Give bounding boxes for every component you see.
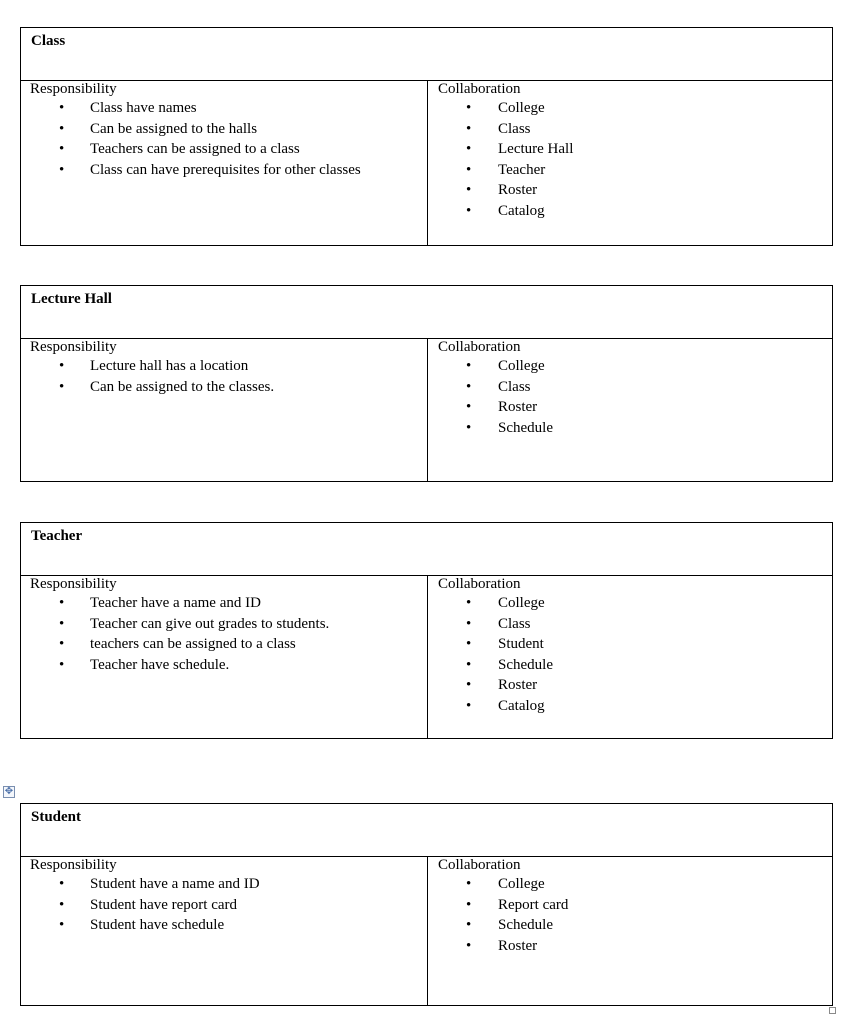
card-header [21, 28, 832, 81]
resize-handle-icon[interactable] [829, 1007, 836, 1014]
bullet-icon: • [466, 615, 472, 632]
card-body [21, 339, 832, 481]
crc-card-lecture-hall [20, 285, 833, 482]
collaboration-item: • Roster [438, 397, 832, 418]
collaboration-item: • Schedule [438, 915, 832, 936]
collaboration-column [428, 857, 832, 1005]
card-header [21, 523, 832, 576]
bullet-icon: • [466, 636, 472, 653]
responsibility-item: • Teacher have a name and ID [30, 593, 427, 614]
move-arrows-icon[interactable]: ✥ [4, 786, 14, 797]
bullet-icon: • [59, 656, 65, 673]
card-body [21, 576, 832, 738]
collaboration-item: • Student [438, 634, 832, 655]
collaboration-list [438, 98, 832, 222]
collaboration-column [428, 339, 832, 481]
card-title: Class [31, 33, 66, 49]
crc-card-class [20, 27, 833, 246]
responsibility-item: • Can be assigned to the classes. [30, 377, 427, 398]
collaboration-column [428, 81, 832, 245]
responsibility-column [21, 81, 428, 245]
collaboration-item: • Class [438, 119, 832, 140]
bullet-icon: • [466, 358, 472, 374]
collaboration-item: • College [438, 98, 832, 119]
responsibility-item: • Student have schedule [30, 915, 427, 936]
bullet-icon: • [466, 161, 472, 178]
responsibility-item: • Student have a name and ID [30, 874, 427, 895]
collaboration-item: • Catalog [438, 696, 832, 717]
bullet-icon: • [466, 697, 472, 714]
responsibility-column [21, 339, 428, 481]
card-title: Teacher [31, 528, 83, 544]
bullet-icon: • [59, 595, 65, 611]
bullet-icon: • [59, 876, 65, 892]
collaboration-item: • College [438, 593, 832, 614]
bullet-icon: • [466, 937, 472, 954]
collaboration-item: • Roster [438, 936, 832, 957]
collaboration-item: • Teacher [438, 160, 832, 181]
responsibility-item: • Class have names [30, 98, 427, 119]
responsibility-column [21, 576, 428, 738]
bullet-icon: • [59, 636, 65, 653]
bullet-icon: • [466, 399, 472, 416]
crc-card-teacher [20, 522, 833, 739]
collaboration-list [438, 356, 832, 438]
bullet-icon: • [466, 141, 472, 158]
collaboration-item: • Catalog [438, 201, 832, 222]
collaboration-item: • Report card [438, 895, 832, 916]
bullet-icon: • [466, 120, 472, 137]
responsibility-item: • teachers can be assigned to a class [30, 634, 427, 655]
collaboration-item: • Roster [438, 180, 832, 201]
responsibility-heading: Responsibility [30, 81, 117, 97]
responsibility-list [30, 356, 427, 397]
collaboration-heading: Collaboration [438, 857, 521, 873]
responsibility-heading: Responsibility [30, 857, 117, 873]
bullet-icon: • [59, 358, 65, 374]
crc-card-student [20, 803, 833, 1006]
bullet-icon: • [466, 876, 472, 892]
bullet-icon: • [59, 141, 65, 158]
collaboration-column [428, 576, 832, 738]
bullet-icon: • [466, 419, 472, 436]
bullet-icon: • [59, 120, 65, 137]
bullet-icon: • [466, 595, 472, 611]
bullet-icon: • [466, 378, 472, 395]
card-body [21, 857, 832, 1005]
bullet-icon: • [466, 677, 472, 694]
bullet-icon: • [466, 182, 472, 199]
bullet-icon: • [59, 896, 65, 913]
responsibility-list [30, 593, 427, 675]
responsibility-list [30, 874, 427, 936]
card-body [21, 81, 832, 245]
collaboration-heading: Collaboration [438, 339, 521, 355]
card-header [21, 804, 832, 857]
bullet-icon: • [59, 100, 65, 116]
responsibility-list [30, 98, 427, 180]
bullet-icon: • [466, 917, 472, 934]
responsibility-heading: Responsibility [30, 576, 117, 592]
responsibility-column [21, 857, 428, 1005]
collaboration-item: • College [438, 356, 832, 377]
responsibility-heading: Responsibility [30, 339, 117, 355]
responsibility-item: • Teacher can give out grades to students. [30, 614, 427, 635]
collaboration-heading: Collaboration [438, 576, 521, 592]
collaboration-item: • Lecture Hall [438, 139, 832, 160]
collaboration-item: • Class [438, 614, 832, 635]
responsibility-item: • Student have report card [30, 895, 427, 916]
collaboration-heading: Collaboration [438, 81, 521, 97]
bullet-icon: • [466, 202, 472, 219]
responsibility-item: • Lecture hall has a location [30, 356, 427, 377]
collaboration-item: • Schedule [438, 655, 832, 676]
collaboration-list [438, 593, 832, 717]
collaboration-item: • Class [438, 377, 832, 398]
card-title: Student [31, 809, 82, 825]
collaboration-item: • Roster [438, 675, 832, 696]
bullet-icon: • [466, 100, 472, 116]
bullet-icon: • [466, 896, 472, 913]
responsibility-item: • Class can have prerequisites for other classes [30, 160, 427, 181]
bullet-icon: • [59, 917, 65, 934]
bullet-icon: • [466, 656, 472, 673]
bullet-icon: • [59, 615, 65, 632]
collaboration-item: • Schedule [438, 418, 832, 439]
responsibility-item: • Can be assigned to the halls [30, 119, 427, 140]
bullet-icon: • [59, 378, 65, 395]
card-title: Lecture Hall [31, 291, 112, 307]
collaboration-item: • College [438, 874, 832, 895]
responsibility-item: • Teacher have schedule. [30, 655, 427, 676]
responsibility-item: • Teachers can be assigned to a class [30, 139, 427, 160]
collaboration-list [438, 874, 832, 956]
bullet-icon: • [59, 161, 65, 178]
card-header [21, 286, 832, 339]
